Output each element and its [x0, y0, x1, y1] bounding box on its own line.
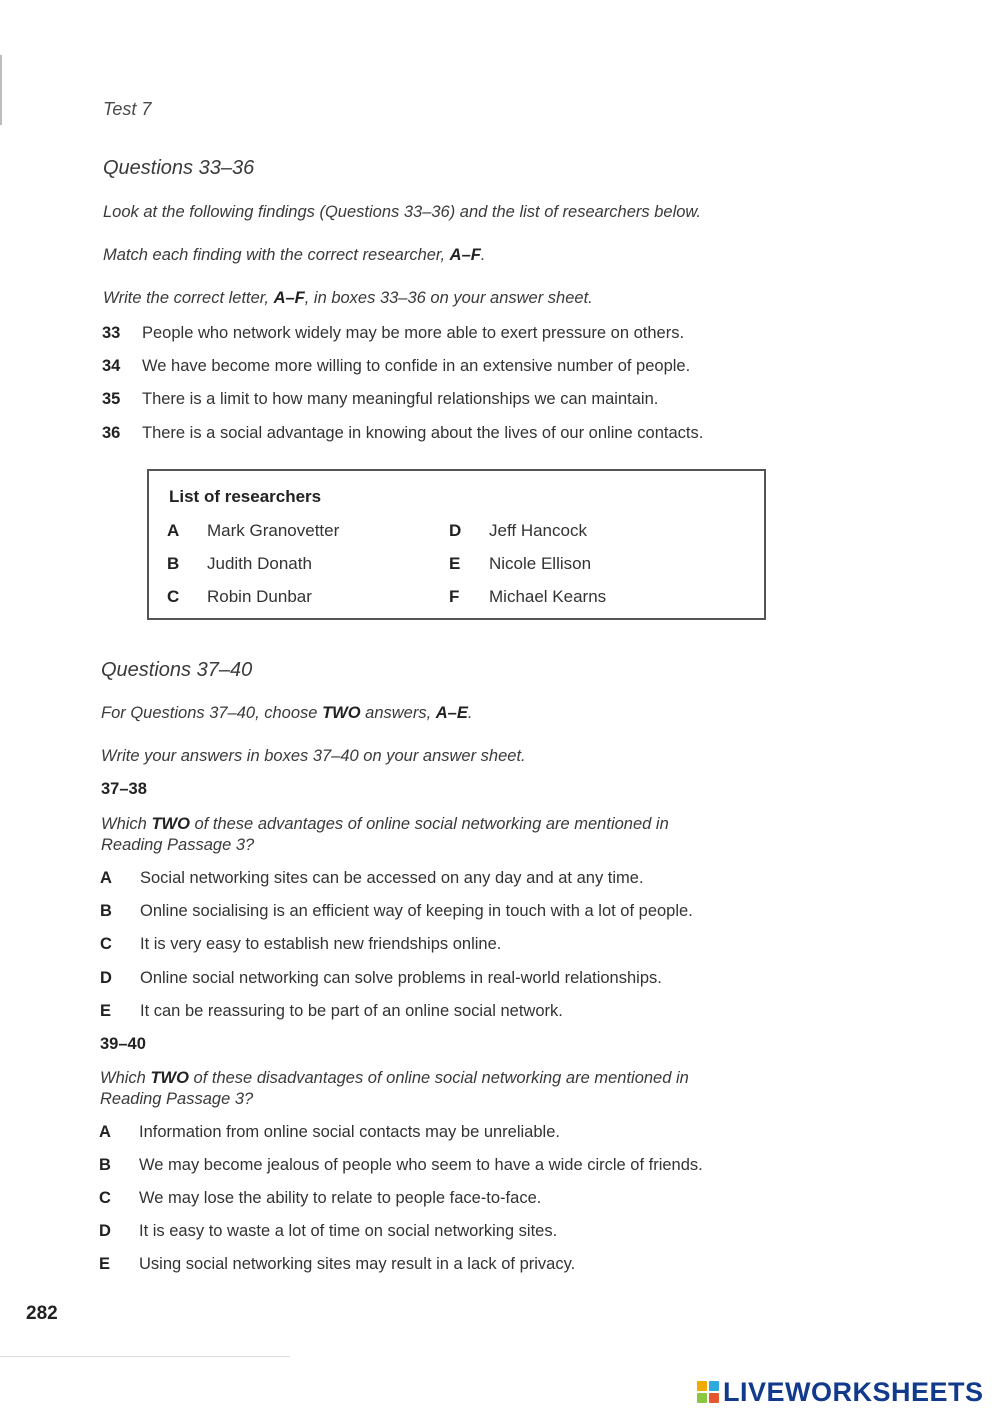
page-number: 282: [26, 1303, 58, 1324]
group-prompt-37-38: Which TWO of these advantages of online social networking are mentioned in Reading Passage 3?: [101, 815, 669, 854]
section-heading-37-40: Questions 37–40: [101, 659, 253, 681]
option-37-e: E It can be reassuring to be part of an online social network.: [100, 1002, 563, 1020]
question-33: 33 People who network widely may be more able to exert pressure on others.: [102, 324, 685, 342]
researcher-b: B Judith Donath: [167, 554, 312, 573]
option-39-e: E Using social networking sites may result in a lack of privacy.: [99, 1255, 576, 1273]
group-number-37-38: 37–38: [101, 780, 147, 798]
researcher-d: D Jeff Hancock: [449, 521, 587, 540]
section-heading-33-36: Questions 33–36: [103, 157, 255, 179]
option-37-d: D Online social networking can solve problems in real-world relationships.: [100, 969, 662, 987]
option-37-a: A Social networking sites can be accessed on any day and at any time.: [100, 869, 644, 887]
brand-name: LIVEWORKSHEETS: [723, 1376, 984, 1407]
question-34: 34 We have become more willing to confide in an extensive number of people.: [102, 357, 691, 375]
liveworksheets-logo: [697, 1374, 984, 1410]
instruction-write-answers: Write your answers in boxes 37–40 on your answer sheet.: [101, 747, 526, 765]
test-label: Test 7: [103, 99, 152, 119]
instruction-match: Match each finding with the correct researcher, A–F.: [103, 246, 486, 264]
instruction-choose: For Questions 37–40, choose TWO answers, A–E.: [101, 704, 473, 722]
liveworksheets-logo-icon: [697, 1381, 719, 1403]
page-edge-line: [0, 55, 2, 125]
researchers-title: List of researchers: [169, 487, 322, 506]
group-prompt-39-40: Which TWO of these disadvantages of online social networking are mentioned in Reading Passage 3?: [100, 1069, 689, 1108]
researcher-c: C Robin Dunbar: [167, 587, 312, 606]
question-36: 36 There is a social advantage in knowing about the lives of our online contacts.: [102, 424, 704, 442]
researcher-f: F Michael Kearns: [449, 587, 607, 606]
option-39-b: B We may become jealous of people who seem to have a wide circle of friends.: [99, 1156, 703, 1174]
researcher-a: A Mark Granovetter: [167, 521, 340, 540]
researchers-box: [147, 469, 766, 620]
researcher-e: E Nicole Ellison: [449, 554, 592, 573]
option-37-c: C It is very easy to establish new friendships online.: [100, 935, 502, 953]
option-39-a: A Information from online social contacts may be unreliable.: [99, 1123, 560, 1141]
question-35: 35 There is a limit to how many meaningful relationships we can maintain.: [102, 390, 659, 408]
instruction-write: Write the correct letter, A–F, in boxes 33–36 on your answer sheet.: [103, 289, 593, 307]
group-number-39-40: 39–40: [100, 1035, 146, 1053]
instruction-look: Look at the following findings (Questions 33–36) and the list of researchers below.: [103, 203, 702, 221]
option-39-c: C We may lose the ability to relate to people face-to-face.: [99, 1189, 542, 1207]
option-37-b: B Online socialising is an efficient way of keeping in touch with a lot of people.: [100, 902, 693, 920]
footer-divider: [0, 1356, 290, 1357]
option-39-d: D It is easy to waste a lot of time on social networking sites.: [99, 1222, 558, 1240]
